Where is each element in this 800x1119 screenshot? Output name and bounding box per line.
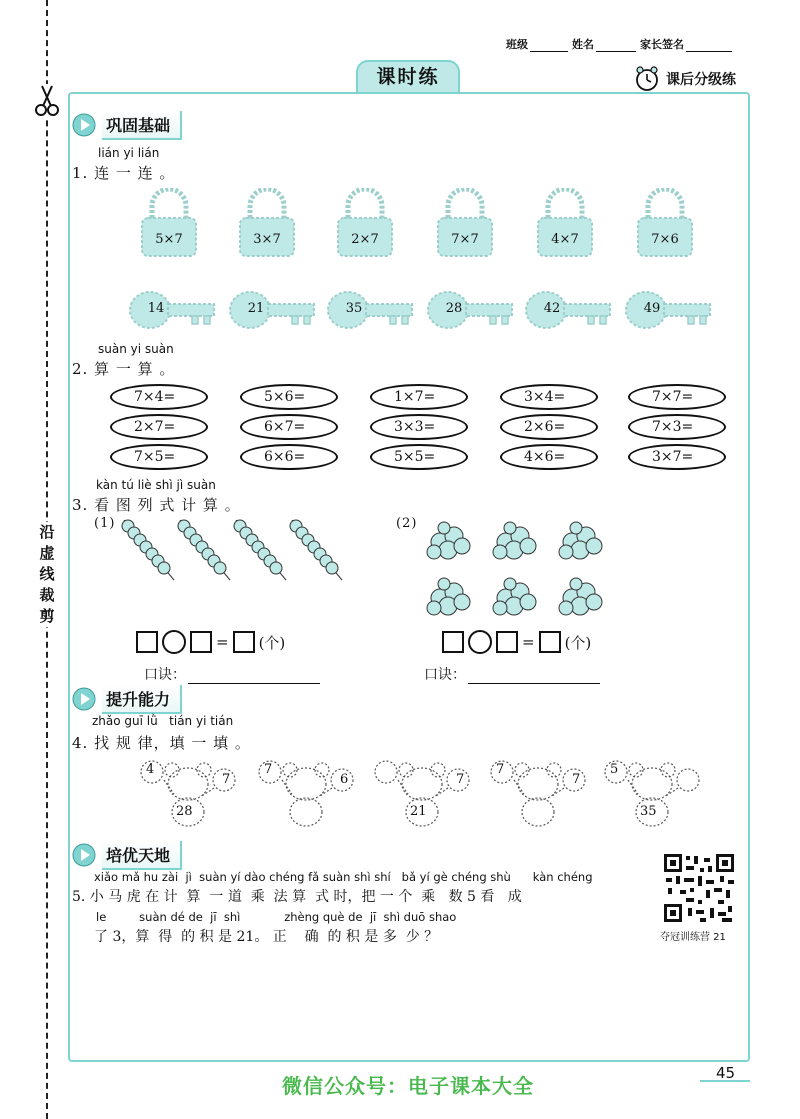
qr-code[interactable] <box>662 852 736 924</box>
skewer <box>290 520 342 580</box>
parent-sign-label: 家长签名 <box>640 38 684 51</box>
section-advanced <box>72 842 182 868</box>
section-improve-title: 提升能力 <box>102 685 182 714</box>
fruit-cluster <box>493 578 536 615</box>
lock-label: 4×7 <box>551 232 579 247</box>
mouse-figure <box>488 758 588 830</box>
calc-oval[interactable]: 1×7= <box>370 384 468 410</box>
key-label: 14 <box>147 301 165 316</box>
left-number: 7 <box>496 762 505 777</box>
level-badge-label: 课后分级练 <box>666 72 736 88</box>
calc-oval[interactable]: 7×5= <box>110 444 208 470</box>
q1-pinyin: lián yi lián <box>98 146 160 160</box>
key <box>226 288 316 332</box>
equation-row-2 <box>442 630 591 654</box>
skewer <box>178 520 230 580</box>
key-label: 28 <box>445 301 463 316</box>
lock-label: 7×7 <box>451 232 479 247</box>
name-field[interactable] <box>596 40 636 52</box>
unit-label: (个) <box>258 633 286 652</box>
answer-box[interactable] <box>539 631 561 653</box>
skewer <box>234 520 286 580</box>
q1-text: 1. 连 一 连 。 <box>72 164 176 182</box>
parent-sign-field[interactable] <box>686 40 732 52</box>
q3-text: 3. 看 图 列 式 计 算 。 <box>72 496 241 514</box>
q5-line2: 了 3，算 得 的 积 是 21。 正 确 的 积 是 多 少 ？ <box>94 929 439 945</box>
lock-icon <box>236 188 298 264</box>
mouse-figure <box>256 758 356 830</box>
left-number: 7 <box>264 762 273 777</box>
mnemonic-field-1 <box>144 664 320 684</box>
mouse-icon <box>372 758 472 830</box>
lesson-tab: 课时练 <box>356 60 460 92</box>
mouse-figure <box>372 758 472 830</box>
key-label: 42 <box>543 301 561 316</box>
key <box>126 288 216 332</box>
operator-circle[interactable] <box>162 630 186 654</box>
q4-text: 4. 找 规 律，填 一 填 。 <box>72 734 251 752</box>
section-basic <box>72 112 182 138</box>
calc-oval[interactable]: 6×7= <box>240 414 338 440</box>
lock-label: 2×7 <box>351 232 379 247</box>
fruit-cluster <box>493 522 536 559</box>
q3-part2-label: (2) <box>396 516 418 531</box>
right-number: 7 <box>572 772 581 787</box>
mnemonic-field-2 <box>424 664 600 684</box>
clock-icon <box>634 66 660 92</box>
class-label: 班级 <box>506 38 528 51</box>
header-fields <box>506 36 736 52</box>
calc-oval[interactable]: 7×7= <box>628 384 726 410</box>
unit-label: (个) <box>564 633 592 652</box>
qr-caption: 夺冠训练营 21 <box>660 932 726 943</box>
mnemonic-input[interactable] <box>188 670 320 684</box>
lock <box>534 188 596 264</box>
calc-oval[interactable]: 7×3= <box>628 414 726 440</box>
mnemonic-label: 口诀： <box>144 667 186 683</box>
equals-sign: = <box>522 633 535 651</box>
q5-pinyin-line2: le suàn dé de jī shì zhèng què de jī shì duō shao <box>96 910 457 924</box>
calc-oval[interactable]: 7×4= <box>110 384 208 410</box>
operator-circle[interactable] <box>468 630 492 654</box>
mnemonic-label: 口诀： <box>424 667 466 683</box>
q3-part1-label: (1) <box>94 516 116 531</box>
lock-icon <box>138 188 200 264</box>
calc-oval[interactable]: 6×6= <box>240 444 338 470</box>
candied-fruit-skewers-illustration <box>118 516 348 586</box>
key <box>424 288 514 332</box>
fruit-cluster <box>559 578 602 615</box>
lock <box>138 188 200 264</box>
calc-oval[interactable]: 3×4= <box>500 384 598 410</box>
answer-box[interactable] <box>233 631 255 653</box>
lock-icon <box>434 188 496 264</box>
answer-box[interactable] <box>496 631 518 653</box>
section-advanced-title: 培优天地 <box>102 841 182 870</box>
page-number: 45 <box>716 1064 736 1082</box>
q5-line1: 5. 小 马 虎 在 计 算 一 道 乘 法 算 式 时，把 一 个 乘 数 5 看 成 <box>72 889 522 905</box>
fruit-cluster <box>427 578 470 615</box>
calc-oval[interactable]: 2×6= <box>500 414 598 440</box>
right-number: 6 <box>340 772 349 787</box>
key <box>622 288 712 332</box>
lock-label: 7×6 <box>651 232 679 247</box>
key-label: 21 <box>247 301 265 316</box>
play-icon <box>72 113 96 137</box>
fruit-cluster <box>427 522 470 559</box>
calc-oval[interactable]: 5×5= <box>370 444 468 470</box>
mouse-figure <box>602 758 702 830</box>
lock-icon <box>534 188 596 264</box>
answer-box[interactable] <box>442 631 464 653</box>
q2-pinyin: suàn yi suàn <box>98 342 174 356</box>
calc-oval[interactable]: 5×6= <box>240 384 338 410</box>
scissors-icon <box>34 84 60 118</box>
key-label: 35 <box>345 301 363 316</box>
lock <box>334 188 396 264</box>
lock-label: 3×7 <box>253 232 281 247</box>
q4-pinyin: zhǎo guī lǜ tián yi tián <box>92 714 234 728</box>
fruit-cluster <box>559 522 602 559</box>
page-number-underline <box>700 1080 750 1082</box>
section-basic-title: 巩固基础 <box>102 111 182 140</box>
answer-box[interactable] <box>190 631 212 653</box>
play-icon <box>72 687 96 711</box>
watermark: 微信公众号：电子课本大全 <box>282 1074 534 1098</box>
section-improve <box>72 686 182 712</box>
product-number: 21 <box>410 804 427 819</box>
product-number: 35 <box>640 804 657 819</box>
answer-box[interactable] <box>136 631 158 653</box>
left-number: 4 <box>146 762 155 777</box>
play-icon <box>72 843 96 867</box>
lock-icon <box>634 188 696 264</box>
calc-oval[interactable]: 3×3= <box>370 414 468 440</box>
lock-label: 5×7 <box>155 232 183 247</box>
lock <box>634 188 696 264</box>
mnemonic-input[interactable] <box>468 670 600 684</box>
lock <box>434 188 496 264</box>
lock-icon <box>334 188 396 264</box>
calc-oval[interactable]: 2×7= <box>110 414 208 440</box>
key-label: 49 <box>643 301 661 316</box>
equation-row-1 <box>136 630 285 654</box>
q2-text: 2. 算 一 算 。 <box>72 360 176 378</box>
cut-instruction: 沿虚线裁剪 <box>36 522 58 627</box>
mouse-figure <box>138 758 238 830</box>
key <box>324 288 414 332</box>
left-number: 5 <box>610 762 619 777</box>
level-badge <box>634 66 736 92</box>
calc-oval[interactable]: 3×7= <box>628 444 726 470</box>
fruit-clusters-illustration <box>420 514 620 618</box>
product-number: 28 <box>176 804 193 819</box>
class-field[interactable] <box>530 40 568 52</box>
q5-pinyin-line1: xiǎo mǎ hu zài jì suàn yí dào chéng fǎ suàn shì shí bǎ yí gè chéng shù kàn chéng <box>94 870 593 884</box>
equals-sign: = <box>216 633 229 651</box>
calc-oval[interactable]: 4×6= <box>500 444 598 470</box>
key <box>522 288 612 332</box>
skewer <box>122 520 174 580</box>
q3-pinyin: kàn tú liè shì jì suàn <box>96 478 216 492</box>
lock <box>236 188 298 264</box>
right-number: 7 <box>456 772 465 787</box>
name-label: 姓名 <box>572 38 594 51</box>
right-number: 7 <box>222 772 231 787</box>
